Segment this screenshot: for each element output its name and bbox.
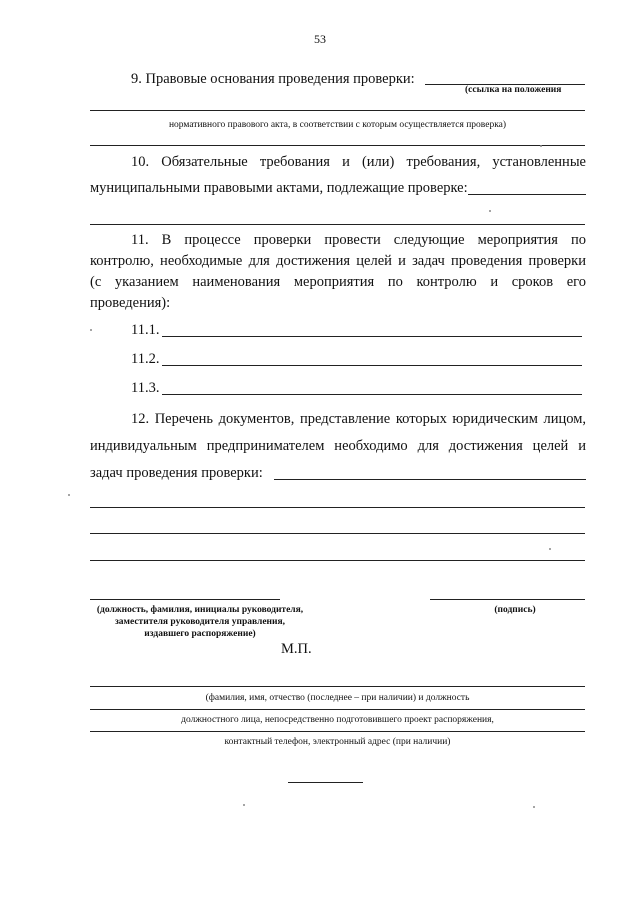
footer-caption-3: контактный телефон, электронный адрес (при наличии) — [224, 737, 451, 747]
scan-speck — [540, 145, 542, 147]
official-signature-line[interactable] — [90, 599, 280, 600]
scan-speck — [243, 804, 245, 806]
scan-speck — [533, 806, 535, 808]
scan-speck — [90, 329, 92, 331]
item-11-line-4: проведения): — [90, 295, 171, 311]
closing-separator-line — [288, 782, 363, 783]
item-9-hint-1: (ссылка на положения — [465, 85, 562, 95]
footer-caption-2: должностного лица, непосредственно подготовившего проект распоряжения, — [181, 715, 494, 725]
official-caption-1: (должность, фамилия, инициалы руководителя, — [96, 605, 304, 615]
item-11-3-line[interactable] — [162, 394, 582, 395]
item-12-line-3: задач проведения проверки: — [90, 465, 263, 481]
item-11-line-2: контролю, необходимые для достижения целей и задач проведения проверки — [90, 253, 586, 269]
item-11-3-label: 11.3. — [131, 380, 160, 396]
item-12-line-5[interactable] — [90, 533, 585, 534]
item-12-line-6[interactable] — [90, 560, 585, 561]
scan-speck — [549, 548, 551, 550]
item-12-line-1: 12. Перечень документов, представление которых юридическим лицом, — [131, 411, 586, 427]
item-9-title: 9. Правовые основания проведения проверки: — [131, 71, 415, 87]
page-number: 53 — [314, 32, 326, 46]
scan-speck — [489, 210, 491, 212]
scan-speck — [68, 494, 70, 496]
item-11-1-line[interactable] — [162, 336, 582, 337]
item-10-line-1: 10. Обязательные требования и (или) требования, установленные — [131, 154, 586, 170]
item-11-line-3: (с указанием наименования мероприятия по контролю и сроков его — [90, 274, 586, 290]
item-9-line-3[interactable] — [90, 145, 585, 146]
item-11-2-label: 11.2. — [131, 351, 160, 367]
signature-caption: (подпись) — [494, 605, 536, 615]
item-10-line-2: муниципальными правовыми актами, подлежащие проверке: — [90, 180, 468, 196]
item-9-line-2[interactable] — [90, 110, 585, 111]
footer-caption-1: (фамилия, имя, отчество (последнее – при наличии) и должность — [205, 693, 470, 703]
signature-line[interactable] — [430, 599, 585, 600]
item-12-line-2: индивидуальным предпринимателем необходимо для достижения целей и — [90, 438, 586, 454]
stamp-label: М.П. — [281, 641, 312, 657]
footer-line-1[interactable] — [90, 686, 585, 687]
official-caption-3: издавшего распоряжение) — [144, 629, 256, 639]
item-12-fill-line[interactable] — [274, 479, 586, 480]
item-11-2-line[interactable] — [162, 365, 582, 366]
item-9-hint-2: нормативного правового акта, в соответствии с которым осуществляется проверка) — [168, 120, 507, 130]
official-caption-2: заместителя руководителя управления, — [114, 617, 286, 627]
item-10-fill-line[interactable] — [468, 194, 586, 195]
item-11-1-label: 11.1. — [131, 322, 160, 338]
item-12-line-4[interactable] — [90, 507, 585, 508]
footer-line-2[interactable] — [90, 709, 585, 710]
footer-line-3[interactable] — [90, 731, 585, 732]
item-10-line-3[interactable] — [90, 224, 585, 225]
item-11-line-1: 11. В процессе проверки провести следующие мероприятия по — [131, 232, 586, 248]
